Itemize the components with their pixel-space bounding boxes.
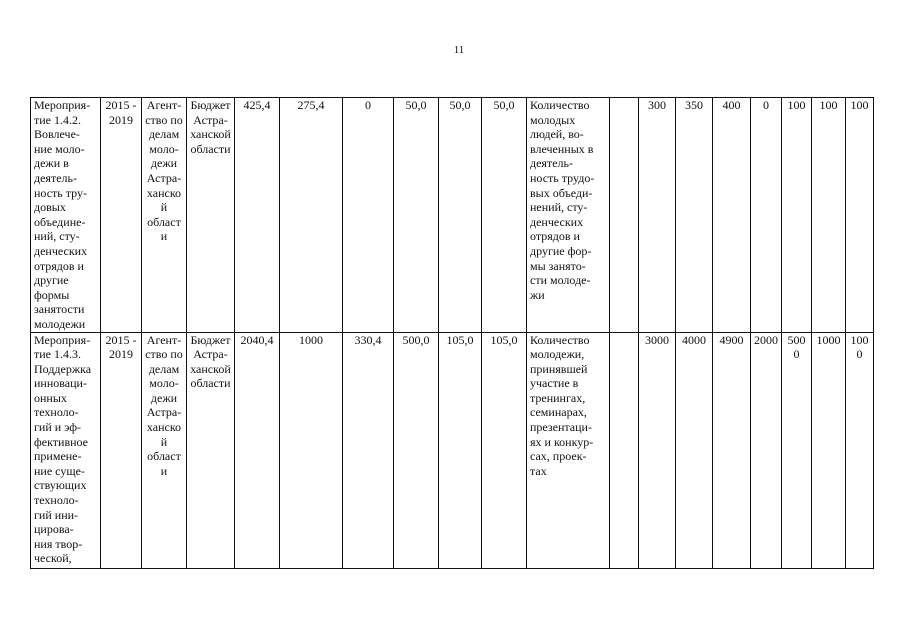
value-cell: 350 (676, 98, 713, 333)
year-2018-cell: 50,0 (439, 98, 482, 333)
years-cell: 2015 - 2019 (101, 332, 142, 568)
year-2018-cell: 105,0 (439, 332, 482, 568)
year-2015-cell: 275,4 (280, 98, 343, 333)
value-cell: 5000 (782, 332, 812, 568)
year-2019-cell: 105,0 (482, 332, 527, 568)
executor-cell: Агент- ство по делам моло- дежи Астра- ханской области (142, 332, 187, 568)
unit-cell (610, 98, 639, 333)
year-2017-cell: 50,0 (394, 98, 439, 333)
value-cell: 300 (639, 98, 676, 333)
value-cell: 0 (751, 98, 782, 333)
total-cell: 2040,4 (235, 332, 280, 568)
year-2016-cell: 0 (343, 98, 394, 333)
value-cell: 3000 (639, 332, 676, 568)
value-cell: 2000 (751, 332, 782, 568)
total-cell: 425,4 (235, 98, 280, 333)
value-cell: 400 (713, 98, 751, 333)
value-cell: 4900 (713, 332, 751, 568)
value-cell: 4000 (676, 332, 713, 568)
value-cell: 100 (812, 98, 846, 333)
unit-cell (610, 332, 639, 568)
value-cell: 100 (782, 98, 812, 333)
indicator-cell: Количество молодежи, принявшей участие в тренингах, семинарах, презентаци- ях и конкур- сах, проек- тах (527, 332, 610, 568)
value-cell: 1000 (812, 332, 846, 568)
value-cell: 100 (846, 98, 874, 333)
page-number: 11 (453, 44, 465, 56)
value-cell: 1000 (846, 332, 874, 568)
funding-source-cell: Бюджет Астра- ханской области (187, 98, 235, 333)
executor-cell: Агент- ство по делам моло- дежи Астра- ханской области (142, 98, 187, 333)
measure-name-cell: Мероприя- тие 1.4.3. Поддержка инноваци- онных техноло- гий и эф- фективное примене- ние суще- ствующих техноло- гий ини- цирова- ния твор- ческой, (31, 332, 101, 568)
year-2015-cell: 1000 (280, 332, 343, 568)
table-row (31, 98, 874, 333)
years-cell: 2015 - 2019 (101, 98, 142, 333)
year-2019-cell: 50,0 (482, 98, 527, 333)
year-2017-cell: 500,0 (394, 332, 439, 568)
program-table (30, 97, 874, 569)
funding-source-cell: Бюджет Астра- ханской области (187, 332, 235, 568)
table-row (31, 332, 874, 568)
indicator-cell: Количество молодых людей, во- влеченных в деятель- ность трудо- вых объеди- нений, сту- денческих отрядов и другие фор- мы занято- сти молоде- жи (527, 98, 610, 333)
year-2016-cell: 330,4 (343, 332, 394, 568)
measure-name-cell: Мероприя- тие 1.4.2. Вовлече- ние моло- дежи в деятель- ность тру- довых объедине- ний, сту- денческих отрядов и другие формы занятости молодежи (31, 98, 101, 333)
